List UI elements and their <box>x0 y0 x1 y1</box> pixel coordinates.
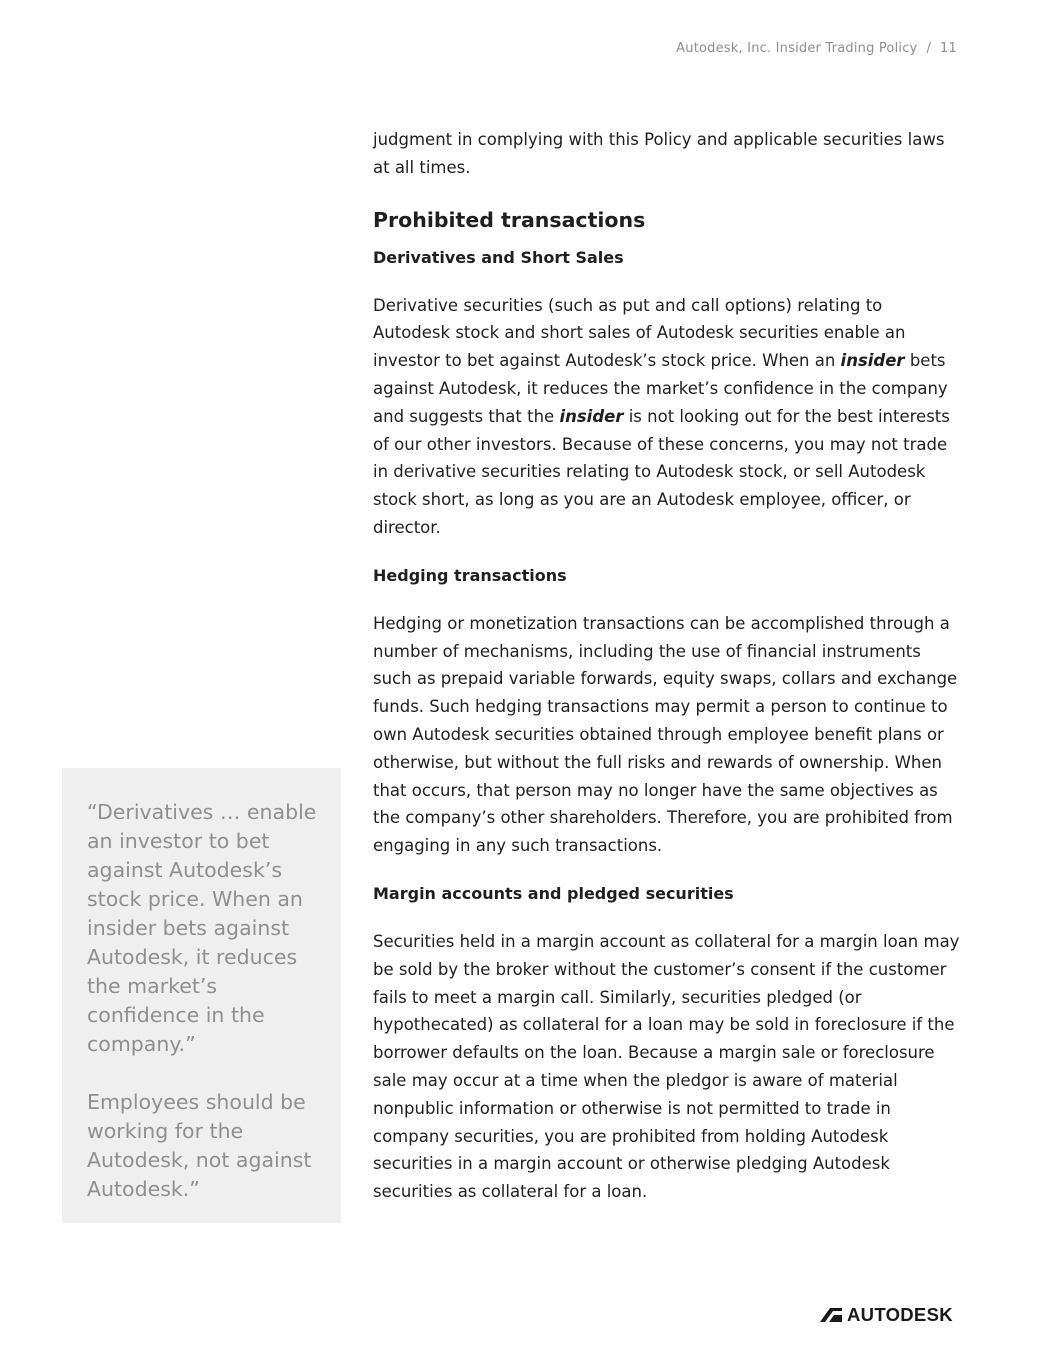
header-separator: / <box>926 41 932 56</box>
subheading-hedging: Hedging transactions <box>373 565 567 585</box>
text-segment: Derivative securities (such as put and call options) relating to Autodesk stock and short sales of Autodesk securities enable an investor to bet against Autodesk’s stock price. When an <box>373 295 906 371</box>
page-number: 11 <box>940 41 957 56</box>
derivatives-paragraph <box>373 292 963 542</box>
subheading-derivatives: Derivatives and Short Sales <box>373 247 624 267</box>
insider-emphasis: insider <box>840 351 905 371</box>
insider-emphasis: insider <box>559 406 624 426</box>
subheading-margin: Margin accounts and pledged securities <box>373 883 734 903</box>
autodesk-logo-icon <box>820 1308 842 1322</box>
autodesk-logo <box>820 1305 953 1325</box>
page-header <box>676 41 957 56</box>
text-segment: bets against Autodesk, it reduces the market’s confidence in the company and suggests that the <box>373 351 948 426</box>
pull-quote-2: Employees should be working for the Autodesk, not against Autodesk.” <box>87 1090 312 1201</box>
margin-paragraph: Securities held in a margin account as collateral for a margin loan may be sold by the broker without the customer’s consent if the customer fails to meet a margin call. Similarly, securities pledged (or hypothecated) as collateral for a loan may be sold in foreclosure if the borrower defaults on the loan. Because a margin sale or foreclosure sale may occur at a time when the pledgor is aware of material nonpublic information or otherwise is not permitted to trade in company securities, you are prohibited from holding Autodesk securities in a margin account or otherwise pledging Autodesk securities as collateral for a loan. <box>373 931 960 1202</box>
pull-quote-1: “Derivatives … enable an investor to bet against Autodesk’s stock price. When an insider bets against Autodesk, it reduces the market’s confidence in the company.” <box>87 800 317 1056</box>
intro-paragraph: judgment in complying with this Policy and applicable securities laws at all times. <box>373 130 945 177</box>
section-heading: Prohibited transactions <box>373 207 646 232</box>
document-title: Autodesk, Inc. Insider Trading Policy <box>676 41 918 56</box>
main-content <box>373 126 963 1206</box>
pull-quote-box <box>62 768 341 1223</box>
logo-wordmark: AUTODESK <box>847 1304 953 1325</box>
hedging-paragraph: Hedging or monetization transactions can be accomplished through a number of mechanisms, including the use of financial instruments such as prepaid variable forwards, equity swaps, collars and exchange funds. Such hedging transactions may permit a person to continue to own Autodesk securities obtained through employee benefit plans or otherwise, but without the full risks and rewards of ownership. When that occurs, that person may no longer have the same objectives as the company’s other shareholders. Therefore, you are prohibited from engaging in any such transactions. <box>373 613 958 856</box>
text-segment: is not looking out for the best interests of our other investors. Because of these concerns, you may not trade in derivative securities relating to Autodesk stock, or sell Autodesk stock short, as long as you are an Autodesk employee, officer, or director. <box>373 406 950 537</box>
